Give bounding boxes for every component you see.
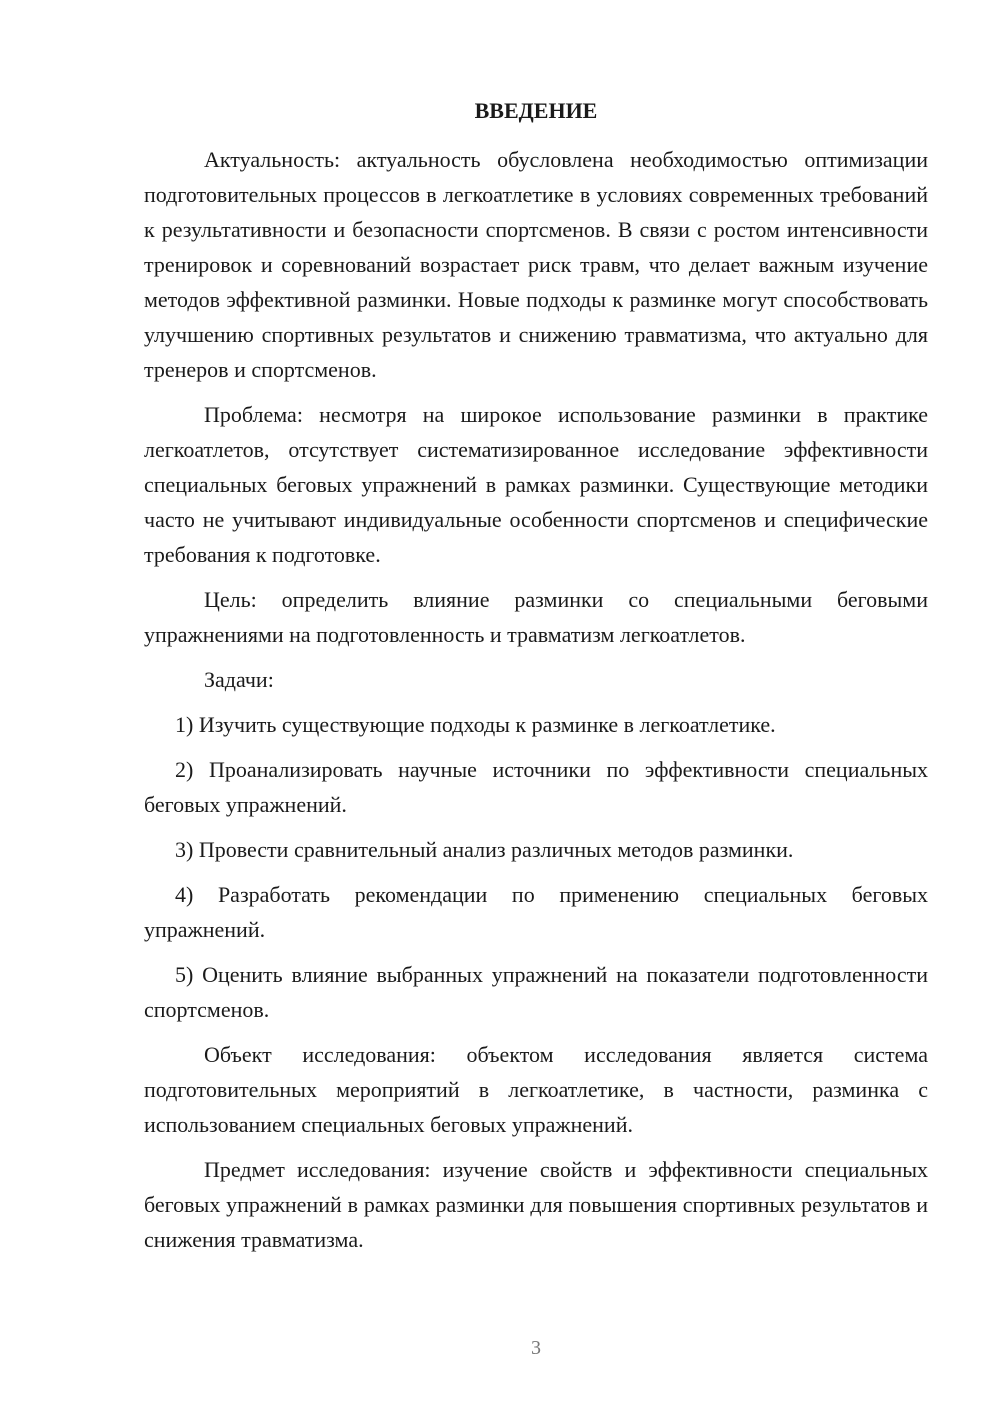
task-item-5: 5) Оценить влияние выбранных упражнений на показатели подготовленности спортсменов. [144, 962, 928, 1022]
relevance-paragraph: Актуальность: актуальность обусловлена необходимостью оптимизации подготовительных процессов в легкоатлетике в условиях современных требований к результативности и безопасности спортсменов. В связи с ростом интенсивности тренировок и соревнований возрастает риск травм, что делает важным изучение методов эффективной разминки. Новые подходы к разминке могут способствовать улучшению спортивных результатов и снижению травматизма, что актуально для тренеров и спортсменов. [144, 147, 928, 382]
problem-paragraph: Проблема: несмотря на широкое использование разминки в практике легкоатлетов, отсутствует систематизированное исследование эффективности специальных беговых упражнений в рамках разминки. Существующие методики часто не учитывают индивидуальные особенности спортсменов и специфические требования к подготовке. [144, 402, 928, 567]
page-number: 3 [531, 1337, 541, 1359]
document-body [144, 142, 928, 1267]
goal-paragraph: Цель: определить влияние разминки со специальными беговыми упражнениями на подготовленность и травматизм легкоатлетов. [144, 587, 928, 647]
research-subject-paragraph: Предмет исследования: изучение свойств и эффективности специальных беговых упражнений в рамках разминки для повышения спортивных результатов и снижения травматизма. [144, 1157, 928, 1252]
section-title: ВВЕДЕНИЕ [474, 98, 598, 123]
task-item-4: 4) Разработать рекомендации по применению специальных беговых упражнений. [144, 882, 928, 942]
tasks-heading: Задачи: [204, 667, 274, 692]
research-object-paragraph: Объект исследования: объектом исследования является система подготовительных мероприятий в легкоатлетике, в частности, разминка с использованием специальных беговых упражнений. [144, 1042, 928, 1137]
task-item-1: 1) Изучить существующие подходы к разминке в легкоатлетике. [175, 712, 776, 737]
task-item-2: 2) Проанализировать научные источники по эффективности специальных беговых упражнений. [144, 757, 928, 817]
task-item-3: 3) Провести сравнительный анализ различных методов разминки. [175, 837, 794, 862]
